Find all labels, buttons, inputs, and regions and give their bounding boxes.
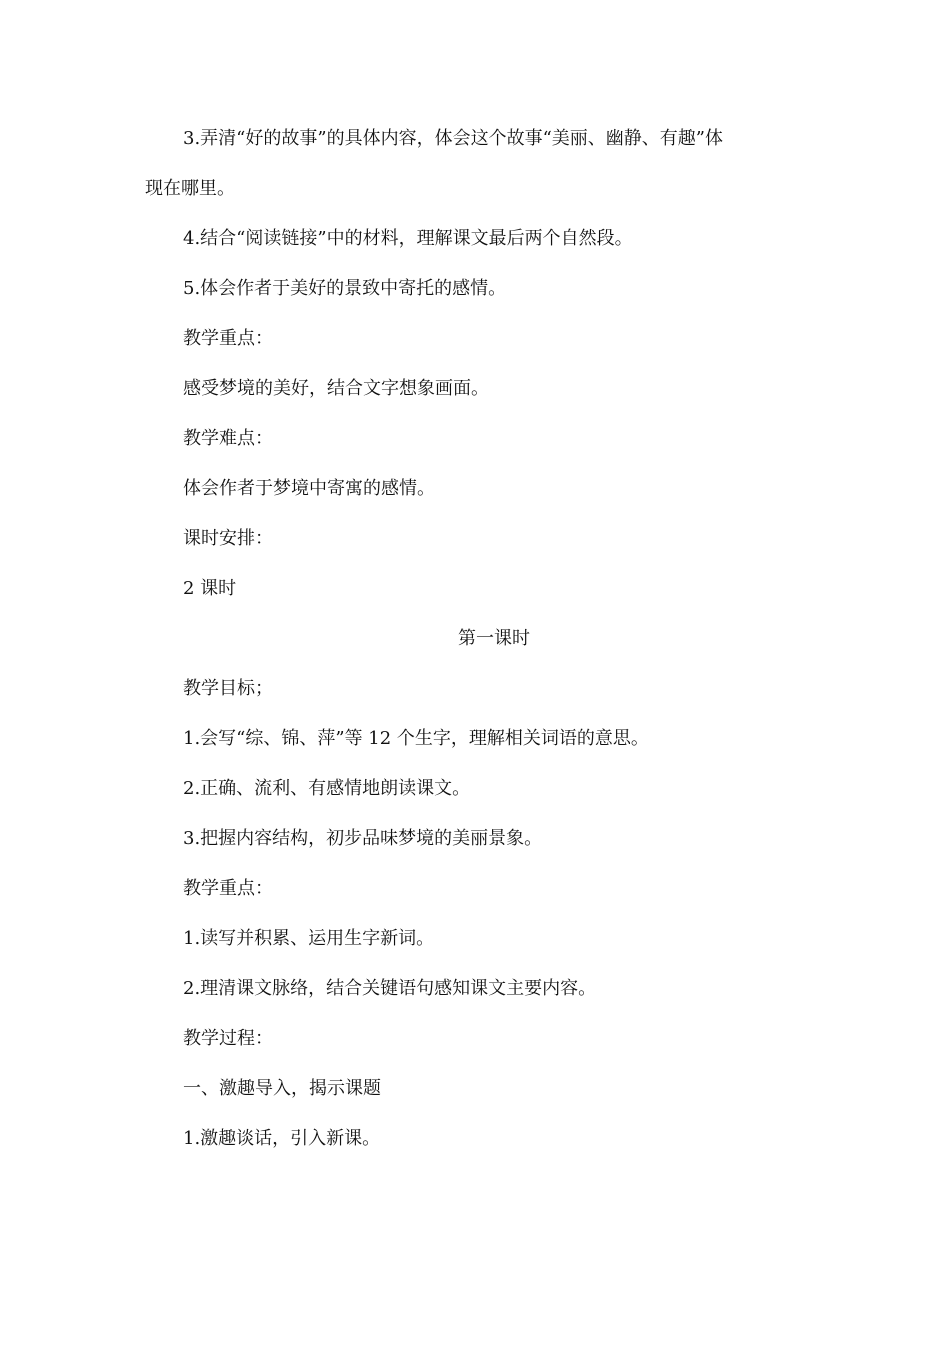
objective-3-line-1: 3.弄清“好的故事”的具体内容，体会这个故事“美丽、幽静、有趣”体 xyxy=(183,128,723,149)
lesson-objectives-heading: 教学目标； xyxy=(183,678,273,699)
teaching-difficulty-heading: 教学难点： xyxy=(183,428,273,449)
teaching-focus-text: 感受梦境的美好，结合文字想象画面。 xyxy=(183,378,489,399)
teaching-difficulty-text: 体会作者于梦境中寄寓的感情。 xyxy=(183,478,435,499)
lesson-focus-2: 2.理清课文脉络，结合关键语句感知课文主要内容。 xyxy=(183,978,597,999)
schedule-text: 2 课时 xyxy=(183,578,237,599)
schedule-heading: 课时安排： xyxy=(183,528,273,549)
objective-3-line-2: 现在哪里。 xyxy=(145,178,235,199)
lesson-focus-1: 1.读写并积累、运用生字新词。 xyxy=(183,928,435,949)
lesson-objective-2: 2.正确、流利、有感情地朗读课文。 xyxy=(183,778,471,799)
teaching-process-heading: 教学过程： xyxy=(183,1028,273,1049)
lesson-one-title: 第一课时 xyxy=(458,628,530,649)
objective-4: 4.结合“阅读链接”中的材料，理解课文最后两个自然段。 xyxy=(183,228,633,249)
objective-5: 5.体会作者于美好的景致中寄托的感情。 xyxy=(183,278,507,299)
lesson-objective-1: 1.会写“综、锦、萍”等 12 个生字，理解相关词语的意思。 xyxy=(183,728,649,749)
teaching-focus-heading: 教学重点： xyxy=(183,328,273,349)
lesson-focus-heading: 教学重点： xyxy=(183,878,273,899)
process-step-1: 1.激趣谈话，引入新课。 xyxy=(183,1128,381,1149)
lesson-objective-3: 3.把握内容结构，初步品味梦境的美丽景象。 xyxy=(183,828,543,849)
process-section-1-heading: 一、激趣导入，揭示课题 xyxy=(183,1078,381,1099)
